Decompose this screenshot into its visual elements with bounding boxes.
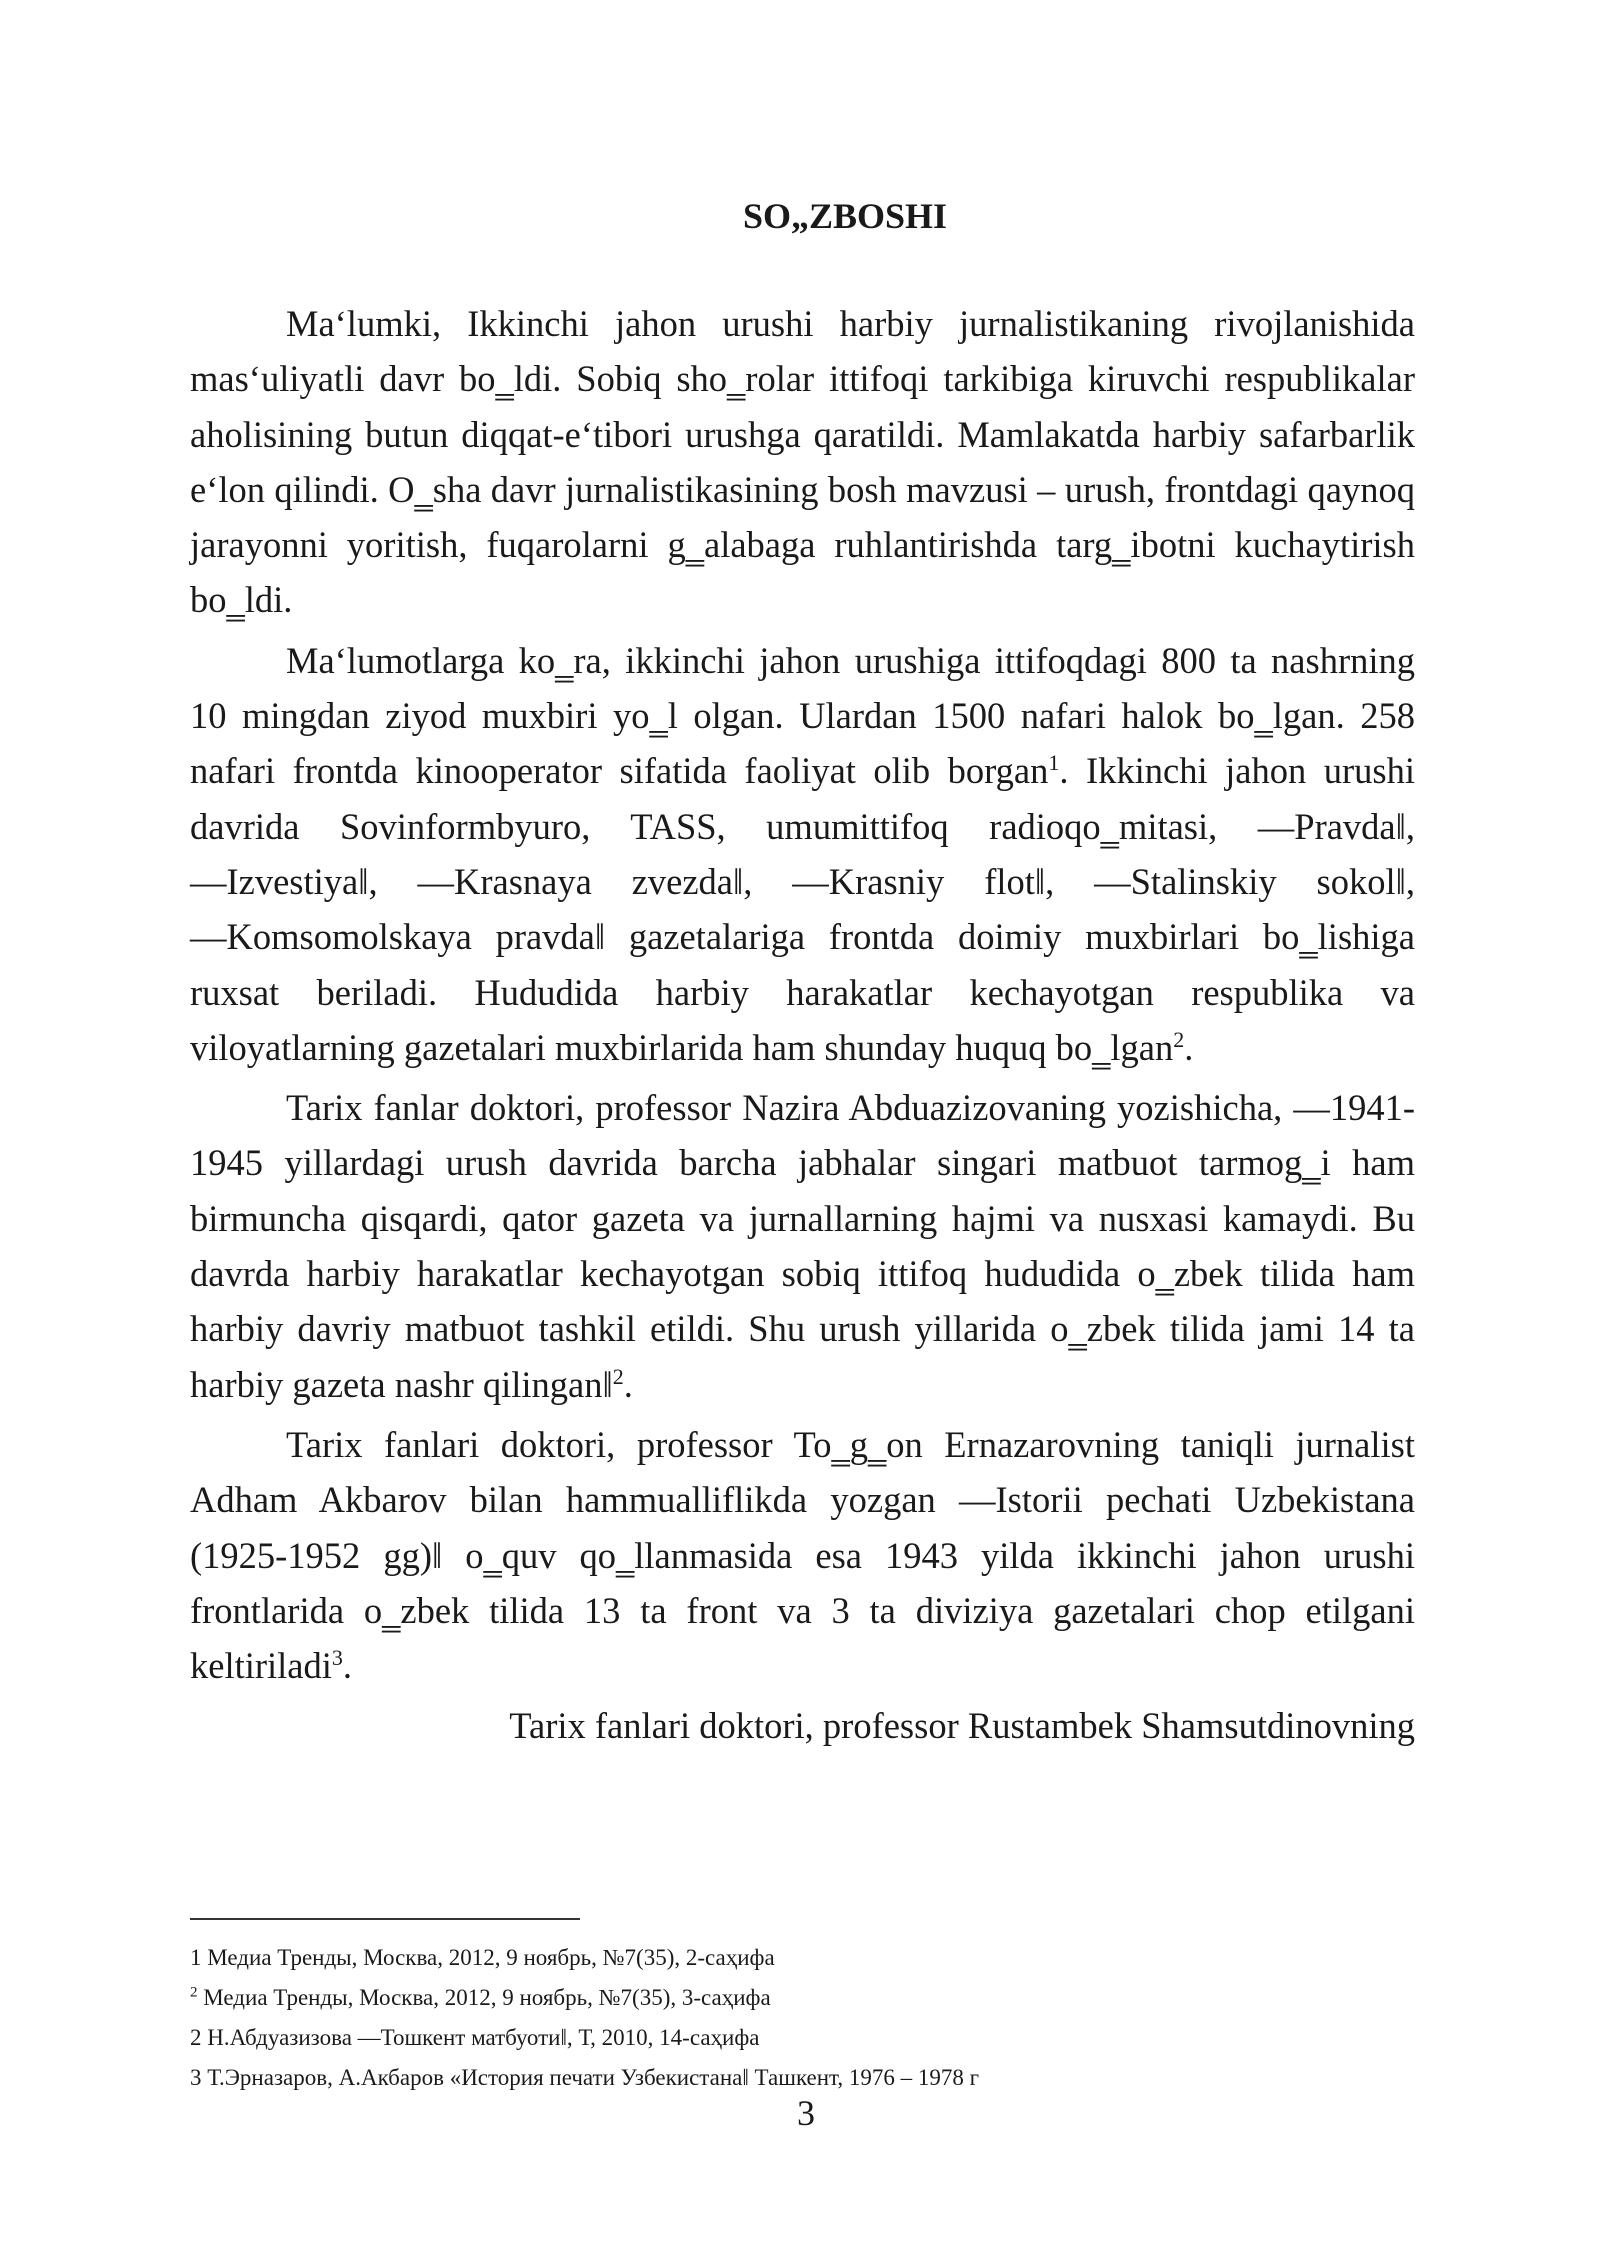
footnote-marker: 2 (190, 2025, 202, 2050)
footnote-marker: 3 (190, 2065, 202, 2090)
footnote-separator (190, 1918, 580, 1920)
paragraph-2 (190, 633, 1415, 1075)
paragraph-1 (190, 296, 1415, 628)
footnote-ref: 2 (612, 1363, 624, 1389)
footnote-ref: 2 (1173, 1026, 1185, 1052)
paragraph-4-text-b: . (342, 1645, 353, 1687)
footnote-2 (190, 1978, 1415, 2018)
page-number: 3 (797, 2093, 815, 2133)
paragraph-3 (190, 1080, 1415, 1412)
paragraph-2-text-a: Maʻlumotlarga ko‗ra, ikkinchi jahon urushiga ittifoqdagi 800 ta nashrning 10 mingdan ziyod muxbiri yo‗l olgan. Ulardan 1500 nafari halok bo‗lgan. 258 nafari frontda kinooperator sifatida faoliyat olib borgan (190, 639, 1415, 792)
paragraph-5 (190, 1698, 1415, 1753)
footnote-marker: 1 (190, 1945, 202, 1970)
body-text (190, 296, 1415, 1759)
footnote-1 (190, 1938, 1415, 1978)
footnote-ref: 3 (331, 1644, 343, 1670)
footnotes (190, 1938, 1415, 2098)
footnote-ref: 1 (1048, 750, 1060, 776)
paragraph-2-text-b: . Ikkinchi jahon urushi davrida Sovinformbyuro, TASS, umumittifoq radioqo‗mitasi, ―Pravda‖, ―Izvestiya‖, ―Krasnaya zvezda‖, ―Krasniy flot‖, ―Stalinskiy sokol‖, ―Komsomolskaya pravda‖ gazetalariga frontda doimiy muxbirlari bo‗lishiga ruxsat beriladi. Hududida harbiy harakatlar kechayotgan respublika va viloyatlarning gazetalari muxbirlarida ham shunday huquq bo‗lgan (190, 750, 1415, 1068)
paragraph-4-text-a: Tarix fanlari doktori, professor To‗g‗on Ernazarovning taniqli jurnalist Adham Akbarov bilan hammualliflikda yozgan ―Istorii pechati Uzbekistana (1925-1952 gg)‖ o‗quv qo‗llanmasida esa 1943 yilda ikkinchi jahon urushi frontlarida o‗zbek tilida 13 ta front va 3 ta diviziya gazetalari chop etilgani keltiriladi (190, 1423, 1415, 1687)
footnote-text: Н.Абдуазизова ―Тошкент матбуоти‖, Т, 2010, 14-саҳифа (201, 2025, 760, 2050)
footnote-3 (190, 2018, 1415, 2058)
paragraph-2-text-c: . (1184, 1026, 1194, 1068)
footnote-text: Медиа Тренды, Москва, 2012, 9 ноябрь, №7(35), 2-саҳифа (201, 1945, 775, 1970)
footnote-text: Медиа Тренды, Москва, 2012, 9 ноябрь, №7(35), 3-саҳифа (197, 1985, 771, 2010)
paragraph-3-text-b: . (623, 1363, 633, 1405)
page-title: SO„ZBOSHI (742, 196, 948, 236)
paragraph-4 (190, 1417, 1415, 1693)
paragraph-5-text: Tarix fanlari doktori, professor Rustambek Shamsutdinovning (509, 1705, 1415, 1747)
paragraph-1-text: Maʻlumki, Ikkinchi jahon urushi harbiy jurnalistikaning rivojlanishida masʻuliyatli davr bo‗ldi. Sobiq sho‗rolar ittifoqi tarkibiga kiruvchi respublikalar aholisining butun diqqat-eʻtibori urushga qaratildi. Mamlakatda harbiy safarbarlik eʻlon qilindi. O‗sha davr jurnalistikasining bosh mavzusi – urush, frontdagi qaynoq jarayonni yoritish, fuqarolarni g‗alabaga ruhlantirishda targ‗ibotni kuchaytirish bo‗ldi. (190, 303, 1415, 621)
paragraph-3-text-a: Tarix fanlar doktori, professor Nazira Abduazizovaning yozishicha, ―1941-1945 yillardagi urush davrida barcha jabhalar singari matbuot tarmog‗i ham birmuncha qisqardi, qator gazeta va jurnallarning hajmi va nusxasi kamaydi. Bu davrda harbiy harakatlar kechayotgan sobiq ittifoq hududida o‗zbek tilida ham harbiy davriy matbuot tashkil etildi. Shu urush yillarida o‗zbek tilida jami 14 ta harbiy gazeta nashr qilingan‖ (190, 1087, 1415, 1405)
footnote-marker: 2 (190, 1984, 198, 2001)
footnote-text: Т.Эрназаров, А.Акбаров «История печати Узбекистана‖ Ташкент, 1976 – 1978 г (201, 2065, 980, 2090)
